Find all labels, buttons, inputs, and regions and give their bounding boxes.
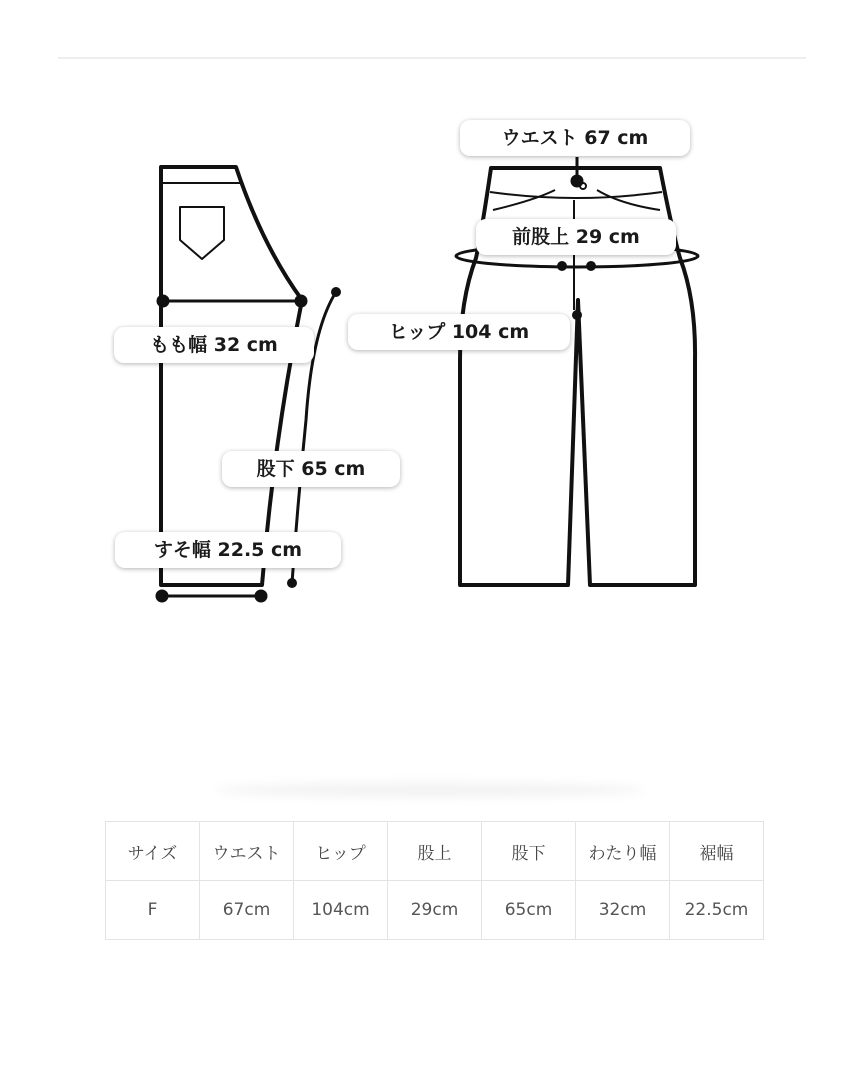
header-inseam: 股下 (482, 822, 576, 881)
header-rise: 股上 (388, 822, 482, 881)
cell-inseam: 65cm (482, 881, 576, 940)
header-waist: ウエスト (200, 822, 294, 881)
thigh-measure (158, 296, 306, 306)
cell-size: F (106, 881, 200, 940)
cell-waist: 67cm (200, 881, 294, 940)
side-view-pants (161, 167, 302, 585)
hem-measure (157, 591, 266, 601)
rise-label: 前股上 29 cm (476, 219, 676, 255)
inseam-end-dot (287, 578, 297, 588)
table-row (106, 881, 764, 940)
header-hip: ヒップ (294, 822, 388, 881)
size-table-header-row (106, 822, 764, 881)
cell-thigh: 32cm (576, 881, 670, 940)
header-size: サイズ (106, 822, 200, 881)
cell-hem: 22.5cm (670, 881, 764, 940)
side-view-outline (161, 167, 302, 585)
waist-label: ウエスト 67 cm (460, 120, 690, 156)
hip-dot (572, 310, 582, 320)
thigh-label: もも幅 32 cm (114, 327, 314, 363)
size-table (105, 821, 764, 940)
hem-label: すそ幅 22.5 cm (115, 532, 341, 568)
hip-label: ヒップ 104 cm (348, 314, 570, 350)
inseam-start-dot (331, 287, 341, 297)
cell-rise: 29cm (388, 881, 482, 940)
cell-hip: 104cm (294, 881, 388, 940)
rise-dot-right (586, 261, 596, 271)
waist-measure (572, 157, 582, 186)
waistband-line (490, 192, 662, 198)
header-hem: 裾幅 (670, 822, 764, 881)
rise-dot-left (557, 261, 567, 271)
back-pocket (180, 207, 224, 259)
shadow-bar (215, 783, 645, 797)
header-thigh: わたり幅 (576, 822, 670, 881)
inseam-label: 股下 65 cm (222, 451, 400, 487)
